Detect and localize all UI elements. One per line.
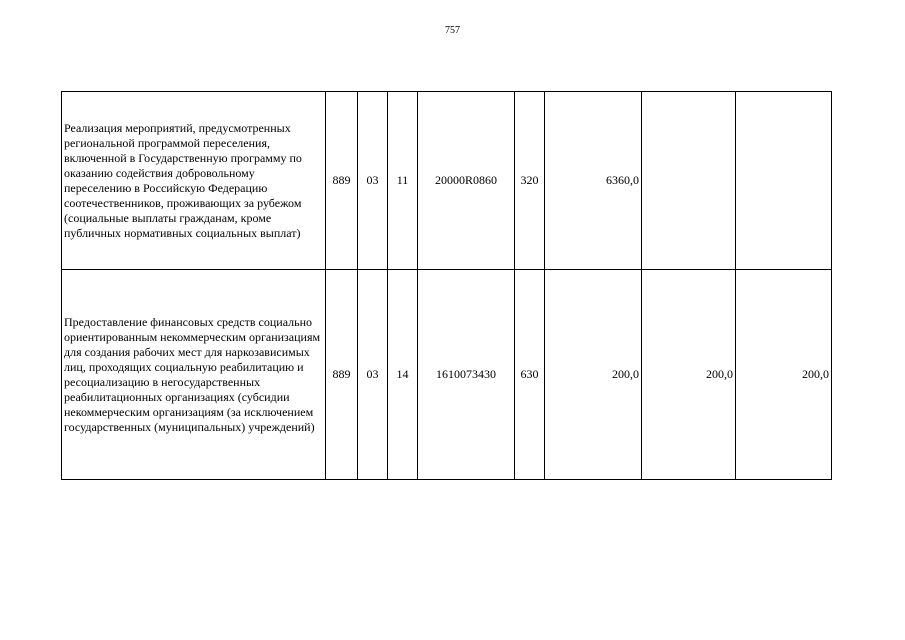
amount-year-1-cell: 200,0 (545, 270, 642, 480)
amount-year-2-cell: 200,0 (642, 270, 736, 480)
expense-type-cell: 320 (515, 92, 545, 270)
subsection-code-cell: 11 (388, 92, 418, 270)
grbs-code-cell: 889 (326, 270, 358, 480)
amount-year-3-cell (736, 92, 832, 270)
amount-year-3-cell: 200,0 (736, 270, 832, 480)
amount-year-2-cell (642, 92, 736, 270)
section-code-cell: 03 (358, 92, 388, 270)
amount-year-1-cell: 6360,0 (545, 92, 642, 270)
section-code-cell: 03 (358, 270, 388, 480)
table-row (62, 270, 832, 480)
expense-name-cell: Предоставление финансовых средств социально ориентированным некоммерческим организациям для создания рабочих мест для наркозависимых лиц, проходящих социальную реабилитацию и ресоциализацию в негосударственных реабилитационных организациях (субсидии некоммерческим организациям (за исключением государственных (муниципальных) учреждений) (62, 270, 326, 480)
target-article-cell: 1610073430 (418, 270, 515, 480)
expense-type-cell: 630 (515, 270, 545, 480)
page-number: 757 (445, 25, 460, 36)
grbs-code-cell: 889 (326, 92, 358, 270)
table-row (62, 92, 832, 270)
target-article-cell: 20000R0860 (418, 92, 515, 270)
expense-name-cell: Реализация мероприятий, предусмотренных региональной программой переселения, включенной в Государственную программу по оказанию содействия добровольному переселению в Российскую Федерацию соотечественников, проживающих за рубежом (социальные выплаты гражданам, кроме публичных нормативных социальных выплат) (62, 92, 326, 270)
budget-table (61, 91, 832, 480)
subsection-code-cell: 14 (388, 270, 418, 480)
